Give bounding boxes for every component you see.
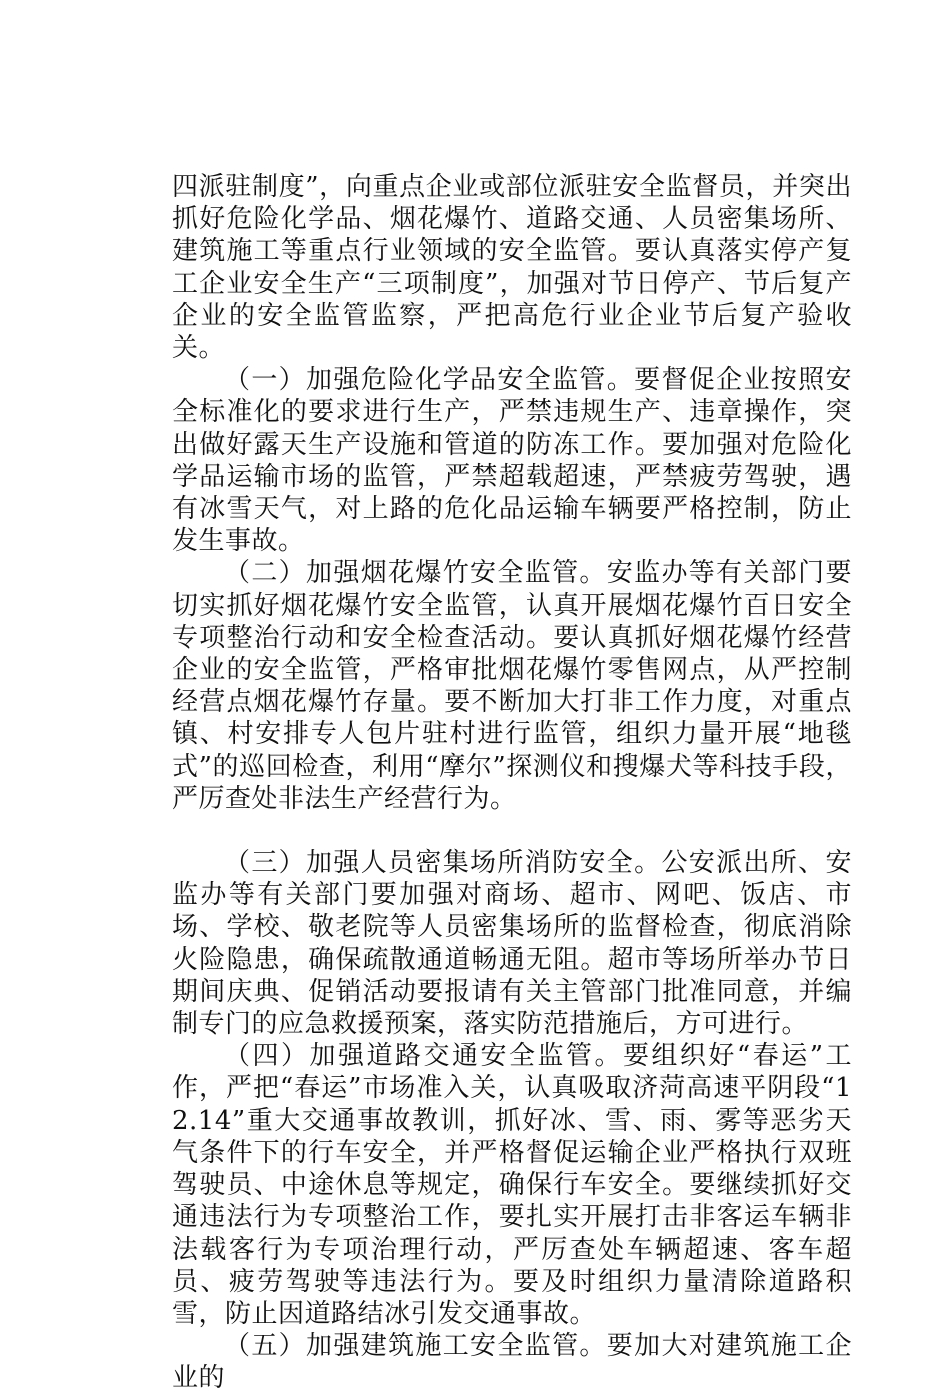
paragraph-section-4-road-traffic: （四）加强道路交通安全监管。要组织好“春运”工作，严把“春运”市场准入关，认真吸取济菏高速平阴段“12.14”重大交通事故教训，抓好冰、雪、雨、雾等恶劣天气条件下的行车安全，并严格督促运输企业严格执行双班驾驶员、中途休息等规定，确保行车安全。要继续抓好交通违法行为专项整治工作，要扎实开展打击非客运车辆非法载客行为专项治理行动，严厉查处车辆超速、客车超员、疲劳驾驶等违法行为。要及时组织力量清除道路积雪，防止因道路结冰引发交通事故。 [172, 1041, 852, 1329]
paragraph-section-5-construction: （五）加强建筑施工安全监管。要加大对建筑施工企业的 [172, 1331, 852, 1394]
document-body [172, 171, 852, 1395]
paragraph-intro: 四派驻制度”，向重点企业或部位派驻安全监督员，并突出抓好危险化学品、烟花爆竹、道路交通、人员密集场所、建筑施工等重点行业领域的安全监管。要认真落实停产复工企业安全生产“三项制度”，加强对节日停产、节后复产企业的安全监管监察，严把高危行业企业节后复产验收关。 [172, 172, 852, 364]
paragraph-section-1-hazardous-chemicals: （一）加强危险化学品安全监管。要督促企业按照安全标准化的要求进行生产，严禁违规生产、违章操作，突出做好露天生产设施和管道的防冻工作。要加强对危险化学品运输市场的监管，严禁超载超速，严禁疲劳驾驶，遇有冰雪天气，对上路的危化品运输车辆要严格控制，防止发生事故。 [172, 365, 852, 557]
paragraph-section-3-crowded-places: （三）加强人员密集场所消防安全。公安派出所、安监办等有关部门要加强对商场、超市、网吧、饭店、市场、学校、敬老院等人员密集场所的监督检查，彻底消除火险隐患，确保疏散通道畅通无阻。超市等场所举办节日期间庆典、促销活动要报请有关主管部门批准同意，并编制专门的应急救援预案，落实防范措施后，方可进行。 [172, 848, 852, 1040]
paragraph-section-2-fireworks: （二）加强烟花爆竹安全监管。安监办等有关部门要切实抓好烟花爆竹安全监管，认真开展烟花爆竹百日安全专项整治行动和安全检查活动。要认真抓好烟花爆竹经营企业的安全监管，严格审批烟花爆竹零售网点，从严控制经营点烟花爆竹存量。要不断加大打非工作力度，对重点镇、村安排专人包片驻村进行监管，组织力量开展“地毯式”的巡回检查，利用“摩尔”探测仪和搜爆犬等科技手段，严厉查处非法生产经营行为。 [172, 558, 852, 814]
